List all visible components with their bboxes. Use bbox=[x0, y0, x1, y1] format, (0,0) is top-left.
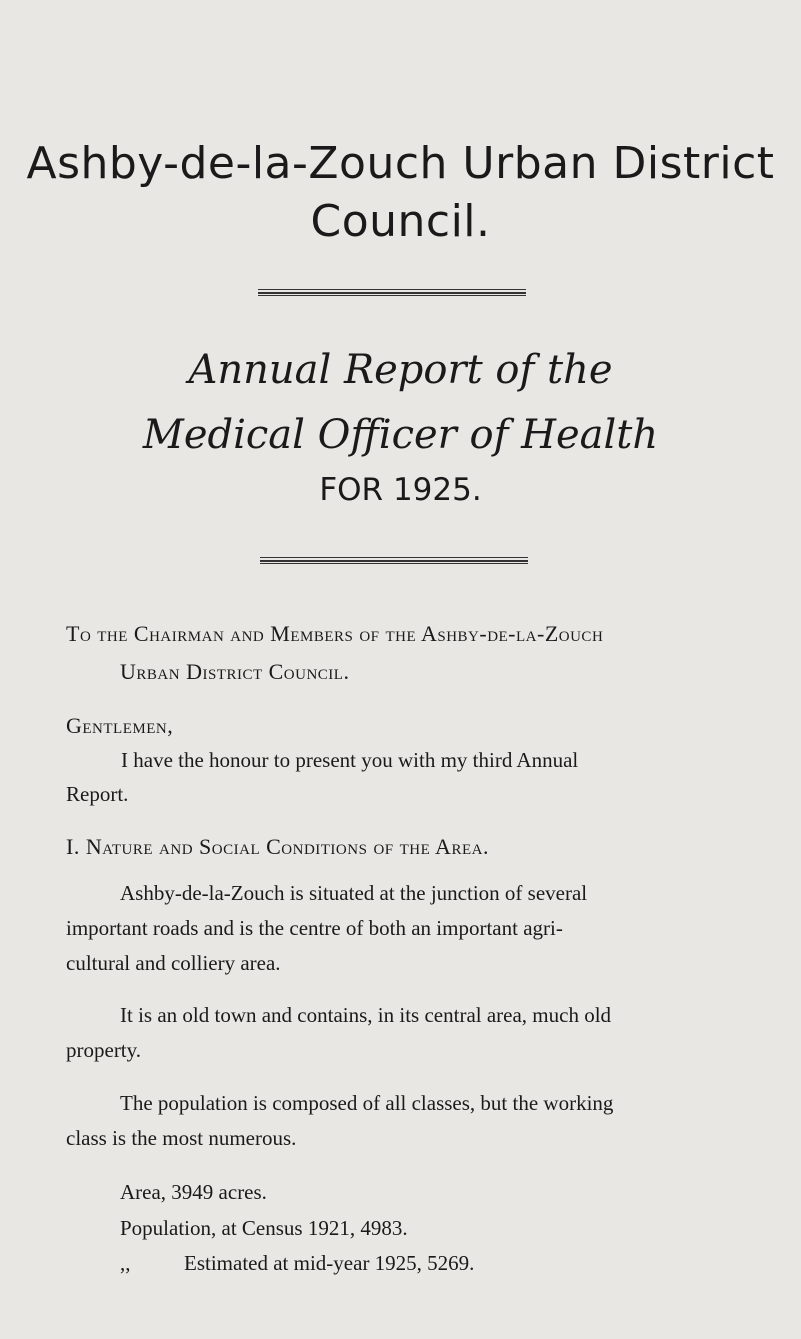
para1-line2: important roads and is the centre of both an important agri- bbox=[66, 916, 563, 940]
para3-line2: class is the most numerous. bbox=[66, 1126, 297, 1150]
decorative-rule-bottom bbox=[260, 557, 528, 564]
report-title-line2: Medical Officer of Health bbox=[142, 412, 659, 458]
decorative-rule-top bbox=[258, 289, 526, 296]
salutation: Gentlemen, bbox=[66, 713, 174, 738]
area-line: Area, 3949 acres. bbox=[120, 1180, 267, 1204]
estimated-line: Estimated at mid-year 1925, 5269. bbox=[184, 1251, 475, 1275]
address-line2: Urban District Council. bbox=[120, 659, 350, 684]
para1-line1: Ashby-de-la-Zouch is situated at the junction of several bbox=[120, 881, 588, 905]
intro-line1: I have the honour to present you with my third Annual bbox=[121, 748, 579, 772]
para2-line2: property. bbox=[66, 1038, 142, 1062]
para1-line3: cultural and colliery area. bbox=[66, 951, 281, 975]
report-title-line1: Annual Report of the bbox=[188, 347, 613, 393]
ditto-mark: ,, bbox=[120, 1251, 131, 1275]
population-line: Population, at Census 1921, 4983. bbox=[120, 1216, 408, 1240]
council-title-line2: Council. bbox=[310, 196, 491, 247]
council-title-line1: Ashby-de-la-Zouch Urban District bbox=[26, 138, 775, 189]
report-year: FOR 1925. bbox=[319, 472, 482, 508]
section-heading: I. Nature and Social Conditions of the Area. bbox=[66, 834, 489, 859]
para2-line1: It is an old town and contains, in its central area, much old bbox=[120, 1003, 612, 1027]
para3-line1: The population is composed of all classes, but the working bbox=[120, 1091, 614, 1115]
address-line1: To the Chairman and Members of the Ashby-de-la-Zouch bbox=[66, 621, 604, 646]
intro-line2: Report. bbox=[66, 782, 129, 806]
